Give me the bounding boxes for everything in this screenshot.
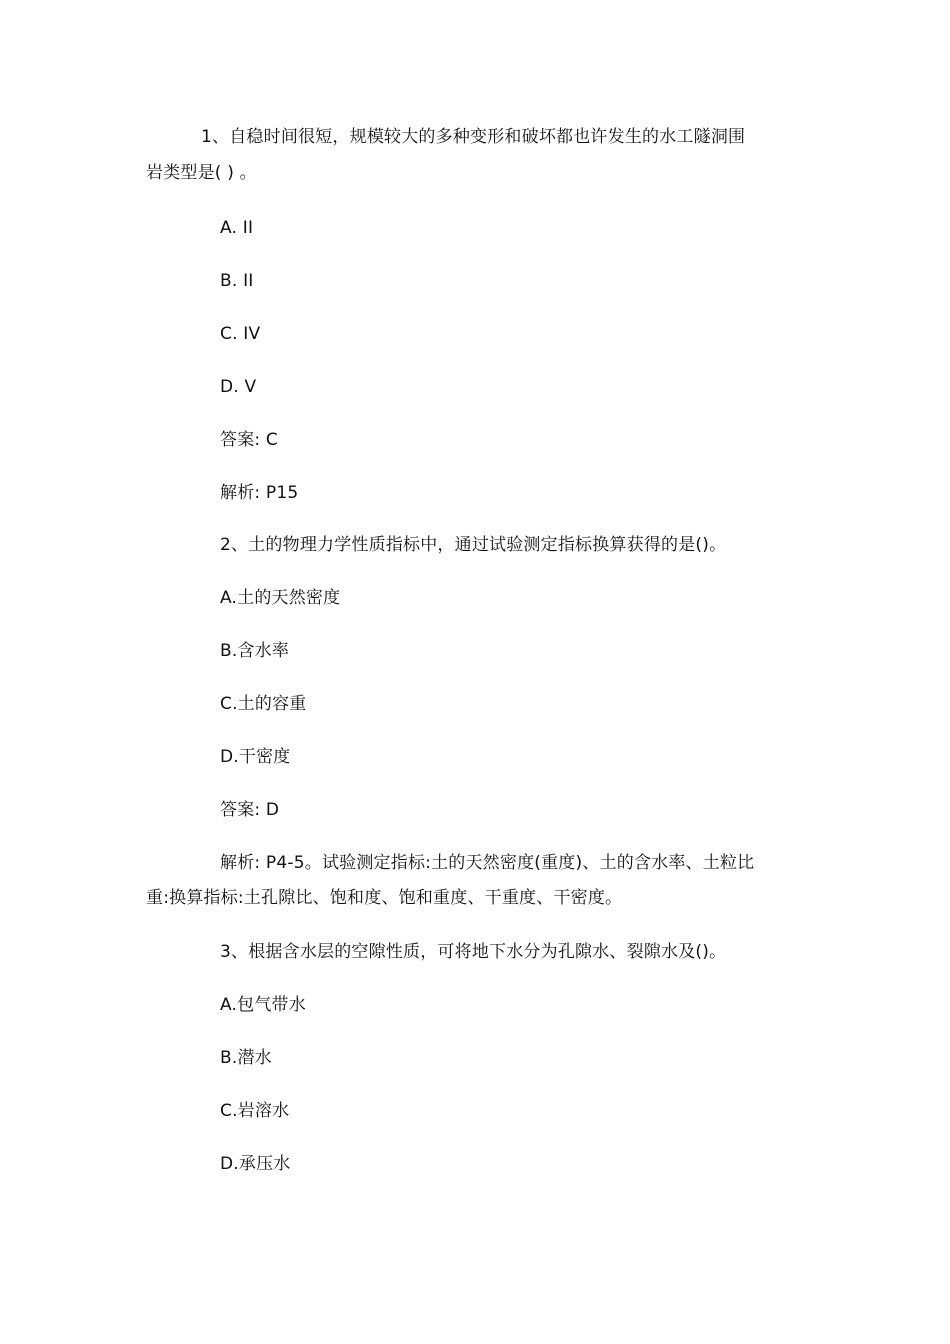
question-2-option-c: C.土的容重	[220, 694, 307, 714]
question-2-option-d: D.干密度	[220, 747, 291, 767]
question-3-stem: 3、根据含水层的空隙性质，可将地下水分为孔隙水、裂隙水及()。	[220, 942, 727, 962]
question-1-stem-line-2: 岩类型是( ) 。	[146, 163, 257, 183]
question-1-option-d: D. V	[220, 377, 257, 397]
question-1-analysis: 解析: P15	[220, 483, 299, 503]
question-2-option-a: A.土的天然密度	[220, 588, 341, 608]
question-1-stem-line-1: 1、自稳时间很短，规模较大的多种变形和破坏都也许发生的水工隧洞围	[201, 127, 746, 147]
question-1-option-c: C. IV	[220, 324, 261, 344]
question-2-analysis-line-1: 解析: P4-5。试验测定指标:土的天然密度(重度)、土的含水率、土粒比	[220, 853, 755, 873]
question-1-answer: 答案: C	[220, 430, 279, 450]
question-3-option-a: A.包气带水	[220, 995, 306, 1015]
question-2-analysis-line-2: 重:换算指标:土孔隙比、饱和度、饱和重度、干重度、干密度。	[146, 888, 623, 908]
question-3-option-d: D.承压水	[220, 1154, 291, 1174]
question-1-option-a: A. II	[220, 218, 254, 238]
question-1-option-b: B. II	[220, 271, 254, 291]
question-3-option-b: B.潜水	[220, 1048, 272, 1068]
question-2-stem: 2、土的物理力学性质指标中，通过试验测定指标换算获得的是()。	[220, 535, 727, 555]
question-3-option-c: C.岩溶水	[220, 1101, 290, 1121]
question-2-option-b: B.含水率	[220, 641, 290, 661]
question-2-answer: 答案: D	[220, 800, 280, 820]
